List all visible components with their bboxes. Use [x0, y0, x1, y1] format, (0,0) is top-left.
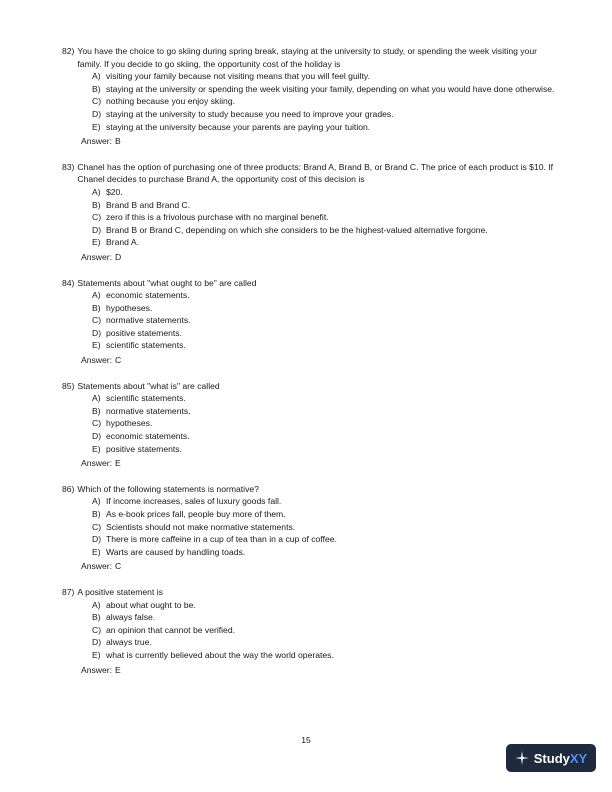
option-letter: D): [92, 431, 102, 442]
question-number: 85): [62, 380, 75, 391]
question-82: [62, 45, 562, 148]
answer-label: Answer:: [81, 355, 113, 366]
option-text: As e-book prices fall, people buy more of them.: [106, 509, 286, 519]
option-text: staying at the university or spending the week visiting your family, depending on what you would have done otherwise.: [106, 83, 555, 94]
option-d: [92, 327, 562, 340]
option-text: Brand B and Brand C.: [106, 199, 191, 210]
answer-value: C: [115, 355, 122, 366]
option-list: [92, 495, 562, 558]
option-letter: E): [92, 649, 101, 660]
question-86: [62, 483, 562, 573]
option-a: [92, 392, 562, 405]
option-text: about what ought to be.: [106, 599, 196, 610]
option-c: [92, 521, 562, 534]
option-e: [92, 339, 562, 352]
option-text: positive statements.: [106, 443, 182, 454]
question-number: 82): [62, 46, 75, 56]
option-text: $20.: [106, 186, 123, 197]
option-letter: C): [92, 521, 102, 532]
option-e: [92, 236, 562, 249]
option-d: [92, 108, 562, 121]
option-b: [92, 199, 562, 212]
question-number: 86): [62, 483, 75, 494]
option-letter: A): [92, 71, 101, 82]
option-letter: E): [92, 443, 101, 454]
option-text: nothing because you enjoy skiing.: [106, 96, 235, 107]
question-list: [62, 45, 562, 689]
option-text: what is currently believed about the way the world operates.: [106, 649, 334, 660]
option-text: visiting your family because not visiting means that you will feel guilty.: [106, 71, 370, 82]
option-letter: B): [92, 612, 101, 623]
question-stem: [62, 277, 562, 290]
plus-sparkle-icon: [515, 751, 529, 765]
question-stem: [62, 380, 562, 393]
option-letter: C): [92, 96, 102, 107]
option-letter: E): [92, 340, 101, 351]
option-letter: C): [92, 624, 102, 635]
option-letter: A): [92, 393, 101, 404]
option-text: scientific statements.: [106, 393, 186, 404]
answer-value: B: [115, 136, 121, 147]
question-text: Which of the following statements is normative?: [77, 483, 259, 494]
option-letter: A): [92, 186, 101, 197]
brand-name-main: Study: [533, 750, 570, 766]
option-text: Scientists should not make normative statements.: [106, 521, 296, 532]
option-text: zero if this is a frivolous purchase with no marginal benefit.: [106, 212, 329, 223]
answer-value: E: [115, 664, 121, 675]
option-letter: D): [92, 637, 102, 648]
question-83: [62, 161, 562, 264]
answer-line: [81, 457, 562, 470]
question-stem: [62, 483, 562, 496]
option-a: [92, 186, 562, 199]
option-list: [92, 599, 562, 662]
option-c: [92, 95, 562, 108]
option-d: [92, 430, 562, 443]
question-stem: [62, 45, 562, 70]
option-text: Brand B or Brand C, depending on which she considers to be the highest-valued alternative forgone.: [106, 224, 488, 235]
option-text: normative statements.: [106, 405, 191, 416]
option-text: always false.: [106, 612, 156, 623]
answer-line: [81, 135, 562, 148]
option-letter: A): [92, 290, 101, 301]
option-a: [92, 599, 562, 612]
option-b: [92, 405, 562, 418]
option-b: [92, 83, 562, 96]
option-letter: B): [92, 509, 101, 519]
option-text: Brand A.: [106, 237, 139, 248]
option-letter: E): [92, 546, 101, 557]
option-letter: C): [92, 212, 102, 223]
option-letter: C): [92, 418, 102, 429]
answer-label: Answer:: [81, 664, 113, 675]
option-letter: D): [92, 534, 102, 545]
option-text: staying at the university to study because you need to improve your grades.: [106, 108, 394, 119]
question-text: Chanel has the option of purchasing one of three products: Brand A, Brand B, or Brand C. The price of each product is $10. If Chanel decides to purchase Brand A, the opportunity cost of this decision is: [77, 161, 554, 185]
question-text: You have the choice to go skiing during spring break, staying at the university to study, or spending the week visiting your family. If you decide to go skiing, the opportunity cost of the holiday is: [77, 46, 537, 69]
question-85: [62, 380, 562, 470]
option-text: always true.: [106, 637, 152, 648]
answer-label: Answer:: [81, 458, 113, 469]
question-stem: [62, 161, 562, 186]
option-list: [92, 392, 562, 455]
question-text: Statements about "what ought to be" are called: [77, 277, 257, 288]
option-d: [92, 224, 562, 237]
option-text: If income increases, sales of luxury goods fall.: [106, 496, 282, 507]
question-number: 83): [62, 161, 75, 172]
option-text: There is more caffeine in a cup of tea than in a cup of coffee.: [106, 534, 337, 545]
option-letter: E): [92, 237, 101, 248]
option-c: [92, 314, 562, 327]
question-text: A positive statement is: [77, 586, 163, 597]
answer-value: C: [115, 561, 122, 572]
option-list: [92, 289, 562, 352]
option-letter: D): [92, 327, 102, 338]
question-number: 87): [62, 586, 75, 597]
answer-label: Answer:: [81, 136, 113, 147]
question-number: 84): [62, 277, 75, 288]
option-list: [92, 186, 562, 249]
option-text: an opinion that cannot be verified.: [106, 624, 235, 635]
option-text: Warts are caused by handling toads.: [106, 546, 246, 557]
option-list: [92, 70, 562, 133]
option-text: positive statements.: [106, 327, 182, 338]
option-b: [92, 302, 562, 315]
question-stem: [62, 586, 562, 599]
option-text: hypotheses.: [106, 418, 153, 429]
option-e: [92, 443, 562, 456]
option-a: [92, 495, 562, 508]
answer-label: Answer:: [81, 251, 113, 262]
option-text: economic statements.: [106, 290, 190, 301]
option-text: economic statements.: [106, 431, 190, 442]
answer-label: Answer:: [81, 561, 113, 572]
option-c: [92, 417, 562, 430]
page-number: 15: [301, 735, 311, 745]
answer-line: [81, 664, 562, 677]
answer-value: D: [115, 251, 122, 262]
option-c: [92, 624, 562, 637]
answer-line: [81, 251, 562, 264]
answer-line: [81, 354, 562, 367]
answer-value: E: [115, 458, 121, 469]
option-letter: B): [92, 302, 101, 313]
option-letter: B): [92, 83, 101, 94]
option-text: hypotheses.: [106, 302, 153, 313]
option-letter: B): [92, 405, 101, 416]
question-84: [62, 277, 562, 367]
answer-line: [81, 560, 562, 573]
brand-name: [534, 751, 587, 766]
option-c: [92, 211, 562, 224]
option-letter: B): [92, 199, 101, 210]
option-a: [92, 289, 562, 302]
option-b: [92, 611, 562, 624]
option-d: [92, 636, 562, 649]
option-letter: A): [92, 599, 101, 610]
option-d: [92, 533, 562, 546]
question-text: Statements about "what is" are called: [77, 380, 220, 391]
option-text: scientific statements.: [106, 340, 186, 351]
option-letter: A): [92, 496, 101, 507]
option-b: [92, 508, 562, 521]
option-e: [92, 546, 562, 559]
option-a: [92, 70, 562, 83]
option-e: [92, 121, 562, 134]
option-letter: D): [92, 108, 102, 119]
question-87: [62, 586, 562, 676]
option-text: normative statements.: [106, 315, 191, 326]
option-letter: E): [92, 121, 101, 132]
brand-name-accent: XY: [569, 750, 588, 766]
studyxy-logo-badge[interactable]: [506, 744, 596, 772]
option-e: [92, 649, 562, 662]
option-letter: D): [92, 224, 102, 235]
option-letter: C): [92, 315, 102, 326]
option-text: staying at the university because your parents are paying your tuition.: [106, 121, 371, 132]
